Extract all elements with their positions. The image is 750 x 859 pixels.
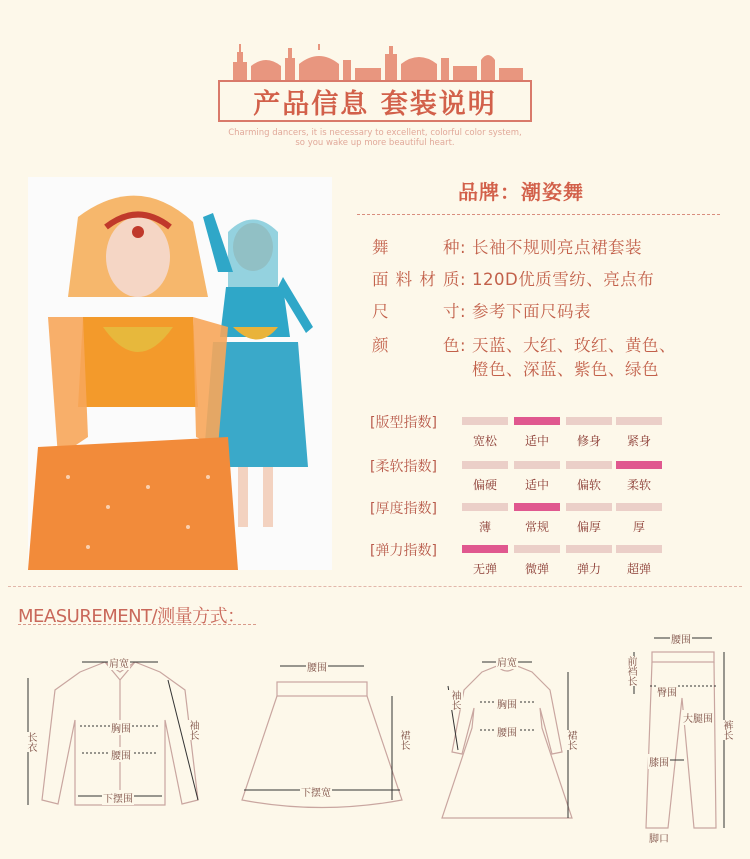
label-front-rise: 前裆长 (622, 656, 639, 686)
info-row-color-line2 (472, 356, 659, 380)
label-length: 裙长 (395, 730, 412, 750)
divider (8, 586, 742, 587)
label-waist: 腰围 (110, 747, 132, 762)
slogan-line-1: Charming dancers, it is necessary to excellent, colorful color system, (228, 128, 522, 138)
city-skyline-icon (215, 40, 535, 80)
info-value: 120D优质雪纺、亮点布 (472, 270, 655, 289)
label-shoulder: 肩宽 (496, 654, 518, 669)
index-option-label: 超弹 (626, 562, 651, 576)
divider (18, 624, 256, 625)
info-value: 参考下面尺码表 (472, 302, 591, 321)
index-bar-segment (616, 545, 662, 553)
label-sleeve: 袖长 (446, 690, 463, 710)
info-label: 舞种 (372, 238, 460, 257)
index-bar-segment (514, 545, 560, 553)
index-bar-segment (616, 503, 662, 511)
shirt-diagram (20, 650, 220, 830)
info-value: 长袖不规则亮点裙套装 (472, 238, 642, 257)
pants-diagram (612, 628, 747, 848)
index-bar-segment (462, 545, 508, 553)
info-row-material: 面料材质: 120D优质雪纺、亮点布 (372, 266, 654, 290)
measurement-heading: MEASUREMENT/测量方式： (18, 606, 245, 627)
label-hem: 下摆宽 (300, 784, 332, 799)
index-option-label: 适中 (524, 478, 549, 492)
info-label: 面料材质 (372, 270, 460, 289)
brand-title: 品牌：潮姿舞 (458, 180, 584, 204)
dress-outline-icon (432, 650, 582, 840)
index-bar-segment (566, 545, 612, 553)
index-option-label: 偏厚 (576, 520, 601, 534)
label-waist: 腰围 (306, 659, 328, 674)
index-option-label: 偏硬 (472, 478, 497, 492)
label-knee: 膝围 (648, 754, 670, 769)
dress-diagram (432, 650, 582, 840)
divider (357, 214, 720, 215)
info-label: 颜色 (372, 336, 460, 355)
index-bar-segment (462, 417, 508, 425)
index-option-label: 弹力 (576, 562, 601, 576)
index-bar-segment (566, 417, 612, 425)
index-option-label: 柔软 (626, 478, 651, 492)
label-waist: 腰围 (496, 724, 518, 739)
skirt-diagram (232, 650, 412, 830)
info-label: 尺寸 (372, 302, 460, 321)
info-row-color: 颜色: 天蓝、大红、玫红、黄色、 (372, 332, 676, 356)
index-bar-segment (616, 461, 662, 469)
index-option-label: 适中 (524, 434, 549, 448)
page-title: 产品信息 套装说明 (253, 88, 497, 120)
label-thigh: 大腿围 (682, 710, 714, 725)
index-bar-segment (514, 461, 560, 469)
info-value: 橙色、深蓝、紫色、绿色 (472, 360, 659, 379)
label-length: 长衣 (22, 732, 39, 752)
index-option-label: 紧身 (626, 434, 651, 448)
index-label: [厚度指数] (370, 501, 437, 517)
product-photo (28, 177, 332, 570)
index-bar-segment (514, 503, 560, 511)
info-row-size: 尺寸: 参考下面尺码表 (372, 298, 591, 322)
index-bar-segment (462, 461, 508, 469)
index-label: [弹力指数] (370, 543, 437, 559)
index-option-label: 无弹 (472, 562, 497, 576)
index-bar-segment (616, 417, 662, 425)
index-label: [版型指数] (370, 415, 437, 431)
index-bar-segment (462, 503, 508, 511)
label-hip: 臀围 (656, 684, 678, 699)
label-sleeve: 袖长 (184, 720, 201, 740)
index-option-label: 厚 (632, 520, 645, 534)
index-option-label: 常规 (524, 520, 549, 534)
index-option-label: 偏软 (576, 478, 601, 492)
info-row-type: 舞种: 长袖不规则亮点裙套装 (372, 234, 642, 258)
info-value: 天蓝、大红、玫红、黄色、 (472, 336, 676, 355)
label-length: 裙长 (562, 730, 579, 750)
label-hem: 下摆围 (102, 790, 134, 805)
index-option-label: 修身 (576, 434, 601, 448)
title-box (218, 80, 532, 122)
index-bar-segment (514, 417, 560, 425)
label-shoulder: 肩宽 (108, 655, 130, 670)
index-option-label: 宽松 (472, 434, 497, 448)
skirt-outline-icon (232, 650, 412, 830)
label-leg-opening: 脚口 (648, 830, 670, 845)
label-length: 裤长 (718, 720, 735, 740)
index-bar-segment (566, 503, 612, 511)
slogan-line-2: so you wake up more beautiful heart. (295, 138, 455, 148)
index-bar-segment (566, 461, 612, 469)
label-waist: 腰围 (670, 631, 692, 646)
index-option-label: 微弹 (524, 562, 549, 576)
index-label: [柔软指数] (370, 459, 437, 475)
index-option-label: 薄 (478, 520, 491, 534)
label-chest: 胸围 (110, 720, 132, 735)
label-chest: 胸围 (496, 696, 518, 711)
